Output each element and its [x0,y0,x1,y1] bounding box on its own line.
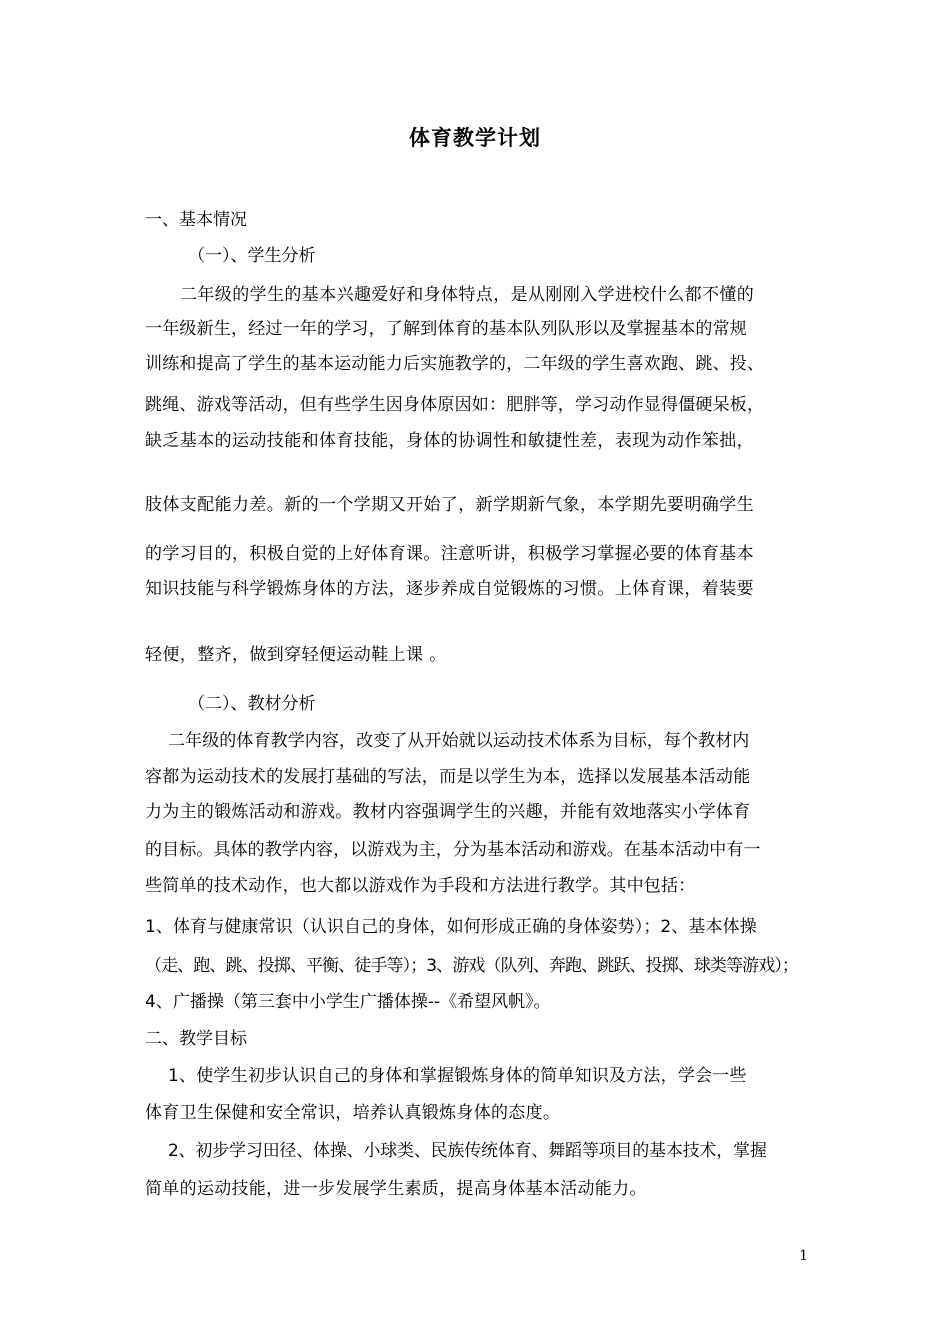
page-number: 1 [799,1248,808,1264]
subheading-student-analysis: （一）、学生分析 [188,246,316,266]
heading-basic-situation: 一、基本情况 [145,210,247,230]
paragraph-line: 体育卫生保健和安全常识，培养认真锻炼身体的态度。 [145,1103,561,1123]
paragraph-line: 4、广播操（第三套中小学生广播体操--《希望风帆》。 [145,992,551,1012]
paragraph-line: 的目标。具体的教学内容，以游戏为主，分为基本活动和游戏。在基本活动中有一 [145,840,761,860]
paragraph-line: 容都为运动技术的发展打基础的写法，而是以学生为本，选择以发展基本活动能 [145,767,751,787]
paragraph-line: 的学习目的，积极自觉的上好体育课。注意听讲，积极学习掌握必要的体育基本 [145,544,754,564]
document-title: 体育教学计划 [409,126,541,150]
paragraph-line: 1、体育与健康常识（认识自己的身体，如何形成正确的身体姿势）；2、基本体操 [145,917,757,937]
paragraph-line: 些简单的技术动作，也大都以游戏作为手段和方法进行教学。其中包括： [145,876,696,896]
paragraph-line: 跳绳、游戏等活动，但有些学生因身体原因如：肥胖等，学习动作显得僵硬呆板， [145,395,765,415]
paragraph-line: 肢体支配能力差。新的一个学期又开始了，新学期新气象，本学期先要明确学生 [145,495,754,515]
heading-teaching-goals: 二、教学目标 [145,1029,247,1049]
paragraph-line: 缺乏基本的运动技能和体育技能，身体的协调性和敏捷性差，表现为动作笨拙， [145,431,754,451]
paragraph-line: （走、跑、跳、投掷、平衡、徒手等）；3、游戏（队列、奔跑、跳跃、投掷、球类等游戏）； [145,956,799,976]
paragraph-line: 力为主的锻炼活动和游戏。教材内容强调学生的兴趣，并能有效地落实小学体育 [145,802,751,822]
paragraph-line: 知识技能与科学锻炼身体的方法，逐步养成自觉锻炼的习惯。上体育课，着装要 [145,579,754,599]
subheading-material-analysis: （二）、教材分析 [188,694,316,714]
paragraph-line: 一年级新生，经过一年的学习，了解到体育的基本队列队形以及掌握基本的常规 [145,319,747,339]
paragraph-line: 简单的运动技能，进一步发展学生素质，提高身体基本活动能力。 [145,1179,647,1199]
paragraph-line: 2、初步学习田径、体操、小球类、民族传统体育、舞蹈等项目的基本技术，掌握 [168,1141,767,1161]
paragraph-line: 1、使学生初步认识自己的身体和掌握锻炼身体的简单知识及方法，学会一些 [168,1066,747,1086]
paragraph-line: 轻便，整齐，做到穿轻便运动鞋上课 。 [145,645,447,665]
paragraph-line: 二年级的学生的基本兴趣爱好和身体特点，是从刚刚入学进校什么都不懂的 [180,285,755,305]
paragraph-line: 训练和提高了学生的基本运动能力后实施教学的，二年级的学生喜欢跑、跳、投、 [145,354,765,374]
paragraph-line: 二年级的体育教学内容，改变了从开始就以运动技术体系为目标，每个教材内 [168,731,750,751]
